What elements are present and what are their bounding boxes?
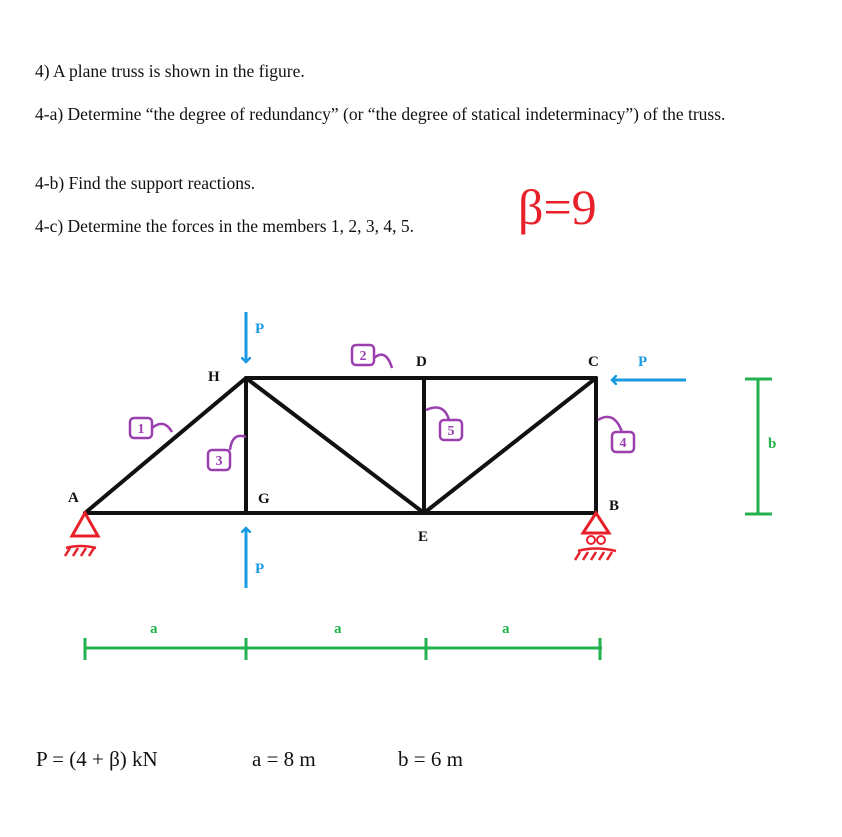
given-a: a = 8 m bbox=[252, 747, 316, 771]
dimension-lines bbox=[85, 379, 772, 660]
given-p: P = (4 + β) kN bbox=[36, 747, 158, 771]
given-b: b = 6 m bbox=[398, 747, 463, 771]
diagonal-h-e bbox=[246, 378, 424, 513]
member-tag-2: 2 bbox=[359, 349, 367, 364]
node-label-c: C bbox=[588, 354, 599, 370]
support-a-pin bbox=[65, 513, 98, 556]
node-label-a: A bbox=[68, 490, 79, 506]
member-tag-3: 3 bbox=[215, 454, 223, 469]
node-label-d: D bbox=[416, 354, 427, 370]
node-label-h: H bbox=[208, 369, 220, 385]
member-tag-2-leader bbox=[374, 355, 392, 368]
problem-part-b: 4-b) Find the support reactions. bbox=[35, 173, 256, 193]
member-tag-1-leader bbox=[152, 424, 172, 432]
member-tag-4: 4 bbox=[619, 436, 627, 451]
member-1-diagonal bbox=[85, 378, 246, 513]
dimension-label-a1: a bbox=[150, 621, 158, 637]
node-label-b: B bbox=[609, 498, 620, 514]
dimension-label-b: b bbox=[768, 436, 777, 452]
load-label-right: P bbox=[638, 354, 648, 370]
load-label-top: P bbox=[255, 321, 265, 337]
problem-part-a: 4-a) Determine “the degree of redundancy” (or “the degree of statical indeterminacy”) of the truss. bbox=[35, 104, 726, 124]
truss-members bbox=[85, 378, 596, 513]
load-label-bottom: P bbox=[255, 561, 265, 577]
beta-annotation: β=9 bbox=[518, 179, 597, 235]
member-tag-4-leader bbox=[598, 417, 622, 432]
dimension-label-a2: a bbox=[334, 621, 342, 637]
member-tag-3-leader bbox=[230, 436, 246, 450]
problem-part-c: 4-c) Determine the forces in the members 1, 2, 3, 4, 5. bbox=[35, 216, 415, 236]
dimension-label-a3: a bbox=[502, 621, 510, 637]
member-tag-5: 5 bbox=[447, 424, 455, 439]
problem-title: 4) A plane truss is shown in the figure. bbox=[35, 61, 305, 81]
member-tag-1: 1 bbox=[137, 422, 145, 437]
node-label-g: G bbox=[258, 491, 270, 507]
member-tag-5-leader bbox=[426, 408, 449, 420]
support-b-roller bbox=[575, 513, 616, 560]
diagonal-e-c bbox=[424, 378, 596, 513]
node-label-e: E bbox=[418, 529, 429, 545]
